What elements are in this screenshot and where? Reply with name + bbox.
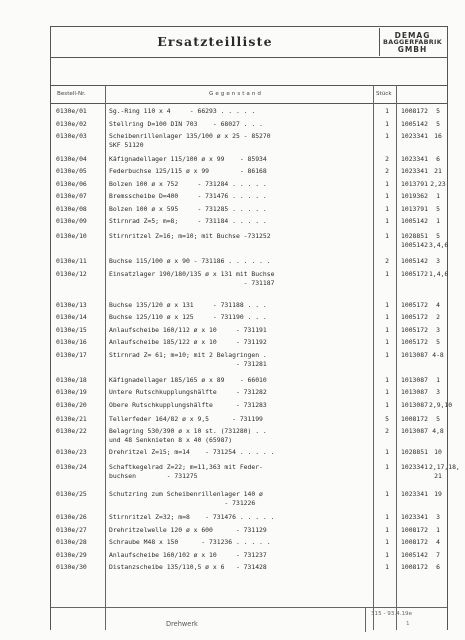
- item-description-continued: und 48 Senknieten 8 x 40 (65987): [109, 436, 233, 444]
- reference-number-cell: 1005172: [401, 269, 428, 278]
- quantity-cell: 1: [385, 300, 389, 309]
- reference-number-cell: 1023341: [401, 132, 428, 140]
- item-description-cell: Obere Rutschkupplungshälfte - 731283: [109, 400, 267, 409]
- position-cell: 3: [436, 325, 440, 334]
- quantity-cell: 1: [385, 204, 389, 213]
- column-header-row: [51, 85, 447, 104]
- reference-number-cell: 1005142: [401, 257, 428, 265]
- order-number-cell: 0130e/21: [56, 414, 87, 423]
- order-number-cell: 0130e/16: [56, 338, 87, 347]
- position-cell: 5: [436, 414, 440, 423]
- order-number-cell: 0130e/19: [56, 388, 87, 397]
- quantity-cell: 2: [385, 167, 389, 175]
- item-description-cell: Schraube M48 x 150 - 731236 . . . . .: [109, 538, 271, 547]
- order-number-cell: 0130e/27: [56, 525, 87, 534]
- logo-line-1: DEMAG: [394, 30, 431, 40]
- header: [51, 27, 447, 58]
- position-cell: 19: [434, 489, 442, 498]
- item-description-cell: Stirnrad Z=5; m=8; - 731184 . . . . .: [109, 217, 267, 225]
- reference-number-cell: 1013791: [401, 204, 428, 213]
- item-description-cell: Stellring D=100 DIN 703 - 68027 . . .: [109, 119, 263, 128]
- order-number-cell: 0130e/08: [56, 204, 87, 213]
- quantity-cell: 1: [385, 463, 389, 472]
- order-number-cell: 0130e/06: [56, 179, 87, 188]
- page-title: Ersatzteilliste: [157, 34, 273, 49]
- item-description-cell: Anlaufscheibe 185/122 ø x 10 - 731192: [109, 338, 267, 347]
- column-divider: [396, 85, 397, 630]
- item-description-cell: Stirnritzel Z=32; m=8 - 731476 . . . . .: [109, 513, 275, 522]
- position-cell: 7: [436, 550, 440, 559]
- quantity-cell: 1: [385, 325, 389, 334]
- position-cell-2: 3,4,6: [429, 241, 449, 249]
- column-header-qty: Stück: [376, 91, 392, 97]
- order-number-cell: 0130e/20: [56, 400, 87, 409]
- column-header-item: Gegenstand: [209, 91, 263, 97]
- order-number-cell: 0130e/29: [56, 550, 87, 559]
- item-description-continued: buchsen - 731275: [109, 472, 198, 481]
- quantity-cell: 2: [385, 257, 389, 265]
- order-number-cell: 0130e/01: [56, 107, 87, 115]
- quantity-cell: 1: [385, 192, 389, 200]
- order-number-cell: 0130e/03: [56, 132, 87, 140]
- quantity-cell: 2: [385, 427, 389, 435]
- order-number-cell: 0130e/13: [56, 300, 87, 309]
- footer: [51, 607, 447, 632]
- order-number-cell: 0130e/23: [56, 448, 87, 457]
- quantity-cell: 1: [385, 489, 389, 498]
- quantity-cell: 1: [385, 132, 389, 140]
- quantity-cell: 1: [385, 400, 389, 409]
- item-description-cell: Käfignadellager 115/100 ø x 99 - 85934: [109, 154, 267, 163]
- reference-number-cell: 1013087: [401, 375, 428, 384]
- footer-assembly-label: Drehwerk: [166, 620, 198, 628]
- reference-number-cell: 1008172: [401, 107, 428, 115]
- reference-number-cell: 1023341: [401, 154, 428, 163]
- item-description-cell: Bremsscheibe D=400 - 731476 . . . . .: [109, 192, 267, 200]
- order-number-cell: 0130e/22: [56, 427, 87, 435]
- footer-line-2: 1: [406, 621, 410, 627]
- reference-number-cell: 1008172: [401, 414, 428, 423]
- reference-number-cell: 1005142: [401, 550, 428, 559]
- quantity-cell: 1: [385, 388, 389, 397]
- item-description-cell: Distanzscheibe 135/110,5 ø x 6 - 731428: [109, 563, 267, 572]
- quantity-cell: 1: [385, 350, 389, 359]
- reference-number-cell: 1005142: [401, 119, 428, 128]
- reference-number-cell: 1008172: [401, 563, 428, 572]
- item-description-continued: - 731281: [109, 359, 267, 368]
- reference-number-cell: 1028851: [401, 232, 428, 240]
- quantity-cell: 1: [385, 338, 389, 347]
- item-description-cell: Anlaufscheibe 160/112 ø x 10 - 731191: [109, 325, 267, 334]
- order-number-cell: 0130e/10: [56, 232, 87, 240]
- quantity-cell: 1: [385, 217, 389, 225]
- quantity-cell: 1: [385, 448, 389, 457]
- quantity-cell: 1: [385, 563, 389, 572]
- item-description-cell: Stirnrad Z= 61; m=10; mit 2 Belagringen .: [109, 350, 267, 359]
- reference-number-cell: 1023341: [401, 463, 428, 472]
- item-description-cell: Federbuchse 125/115 ø x 99 - 86168: [109, 167, 267, 175]
- item-description-cell: Einsatzlager 190/180/135 ø x 131 mit Buchse: [109, 269, 275, 278]
- item-description-continued: - 731187: [109, 278, 275, 287]
- item-description-cell: Schutzring zum Scheibenrillenlager 140 ø: [109, 489, 263, 498]
- order-number-cell: 0130e/15: [56, 325, 87, 334]
- item-description-cell: Drehritzel Z=15; m=14 - 731254 . . . . .: [109, 448, 275, 457]
- position-cell: 1,4,6: [429, 269, 449, 278]
- footer-code: 315 - 93.4.19e: [371, 611, 413, 617]
- position-cell: 4: [436, 538, 440, 547]
- order-number-cell: 0130e/24: [56, 463, 87, 472]
- order-number-cell: 0130e/17: [56, 350, 87, 359]
- item-description-cell: Bolzen 100 ø x 595 - 731285 . . . . .: [109, 204, 267, 213]
- reference-number-cell: 1005172: [401, 313, 428, 322]
- company-logo: [379, 28, 445, 56]
- position-cell: 16: [434, 132, 442, 140]
- order-number-cell: 0130e/04: [56, 154, 87, 163]
- order-number-cell: 0130e/18: [56, 375, 87, 384]
- position-cell: 6: [436, 154, 440, 163]
- position-cell-2: 21: [434, 472, 442, 481]
- order-number-cell: 0130e/30: [56, 563, 87, 572]
- item-description-cell: Buchse 135/120 ø x 131 - 731188 . . .: [109, 300, 267, 309]
- reference-number-cell: 1005172: [401, 338, 428, 347]
- item-description-cell: Belagring 530/390 ø x 10 st. (731280) . .: [109, 427, 267, 435]
- order-number-cell: 0130e/11: [56, 257, 87, 265]
- reference-number-cell: 1023341: [401, 489, 428, 498]
- quantity-cell: 1: [385, 550, 389, 559]
- reference-number-cell: 1013791: [401, 179, 428, 188]
- quantity-cell: 1: [385, 232, 389, 240]
- position-cell: 2,23: [430, 179, 446, 188]
- position-cell: 3: [436, 257, 440, 265]
- quantity-cell: 1: [385, 538, 389, 547]
- order-number-cell: 0130e/28: [56, 538, 87, 547]
- order-number-cell: 0130e/26: [56, 513, 87, 522]
- column-header-order-no: Bestell-Nr.: [57, 91, 86, 97]
- order-number-cell: 0130e/14: [56, 313, 87, 322]
- quantity-cell: 1: [385, 313, 389, 322]
- quantity-cell: 1: [385, 375, 389, 384]
- reference-number-cell: 1028851: [401, 448, 428, 457]
- item-description-continued: SKF 51120: [109, 141, 144, 149]
- reference-number-cell: 1008172: [401, 538, 428, 547]
- order-number-cell: 0130e/12: [56, 269, 87, 278]
- quantity-cell: 1: [385, 107, 389, 115]
- item-description-cell: Schaftkegelrad Z=22; m=11,363 mit Feder-: [109, 463, 263, 472]
- quantity-cell: 1: [385, 513, 389, 522]
- quantity-cell: 2: [385, 154, 389, 163]
- position-cell: 6: [436, 563, 440, 572]
- position-cell: 1: [436, 525, 440, 534]
- reference-number-cell: 1013087: [401, 427, 428, 435]
- order-number-cell: 0130e/09: [56, 217, 87, 225]
- reference-number-cell: 1013087: [401, 400, 428, 409]
- item-description-cell: Drehritzelwelle 120 ø x 600 - 731129: [109, 525, 267, 534]
- position-cell: 21: [434, 167, 442, 175]
- position-cell: 3: [436, 513, 440, 522]
- position-cell: 5: [436, 232, 440, 240]
- position-cell: 2: [436, 313, 440, 322]
- position-cell: 5: [436, 107, 440, 115]
- quantity-cell: 1: [385, 525, 389, 534]
- reference-number-cell: 1013087: [401, 388, 428, 397]
- item-description-cell: Buchse 115/100 ø x 90 - 731186 . . . . . .: [109, 257, 271, 265]
- item-description-cell: Bolzen 100 ø x 752 - 731284 . . . . .: [109, 179, 267, 188]
- item-description-cell: Scheibenrillenlager 135/100 ø x 25 - 85270: [109, 132, 271, 140]
- quantity-cell: 5: [385, 414, 389, 423]
- item-description-cell: Käfignadellager 185/165 ø x 89 - 66010: [109, 375, 267, 384]
- reference-number-cell: 1023341: [401, 167, 428, 175]
- order-number-cell: 0130e/25: [56, 489, 87, 498]
- item-description-cell: Sg.-Ring 110 x 4 - 66293 . . . . .: [109, 107, 256, 115]
- position-cell: 5: [436, 338, 440, 347]
- quantity-cell: 1: [385, 269, 389, 278]
- reference-number-cell: 1008172: [401, 525, 428, 534]
- item-description-cell: Untere Rutschkupplungshälfte - 731282: [109, 388, 267, 397]
- position-cell: 1: [436, 192, 440, 200]
- reference-number-cell: 1013087: [401, 350, 428, 359]
- position-cell: 4,8: [432, 427, 444, 435]
- order-number-cell: 0130e/02: [56, 119, 87, 128]
- position-cell: 4: [436, 300, 440, 309]
- position-cell: 2,9,10: [429, 400, 453, 409]
- position-cell: 3: [436, 388, 440, 397]
- position-cell: 2,17,18,: [429, 463, 460, 472]
- reference-number-cell: 1005172: [401, 300, 428, 309]
- item-description-cell: Anlaufscheibe 160/102 ø x 10 - 731237: [109, 550, 267, 559]
- item-description-cell: Tellerfeder 164/82 ø x 9,5 - 731199: [109, 414, 263, 423]
- order-number-cell: 0130e/05: [56, 167, 87, 175]
- column-divider: [105, 85, 106, 630]
- parts-list-sheet: [50, 26, 460, 630]
- position-cell: 5: [436, 204, 440, 213]
- reference-number-cell: 1023341: [401, 513, 428, 522]
- reference-number-cell: 1005142: [401, 217, 428, 225]
- quantity-cell: 1: [385, 119, 389, 128]
- logo-line-3: GMBH: [397, 44, 428, 54]
- item-description-cell: Stirnritzel Z=16; m=10; mit Buchse -731252: [109, 232, 271, 240]
- reference-number-cell-2: 1005142: [401, 241, 428, 249]
- logo-line-2: BAGGERFABRIK: [383, 37, 442, 46]
- position-cell: 1: [436, 375, 440, 384]
- position-cell: 5: [436, 119, 440, 128]
- position-cell: 4-8: [432, 350, 444, 359]
- order-number-cell: 0130e/07: [56, 192, 87, 200]
- item-description-continued: - 731226: [109, 498, 256, 507]
- position-cell: 10: [434, 448, 442, 457]
- item-description-cell: Buchse 125/110 ø x 125 - 731190 . . .: [109, 313, 267, 322]
- position-cell: 1: [436, 217, 440, 225]
- quantity-cell: 1: [385, 179, 389, 188]
- reference-number-cell: 1005172: [401, 325, 428, 334]
- reference-number-cell: 1019362: [401, 192, 428, 200]
